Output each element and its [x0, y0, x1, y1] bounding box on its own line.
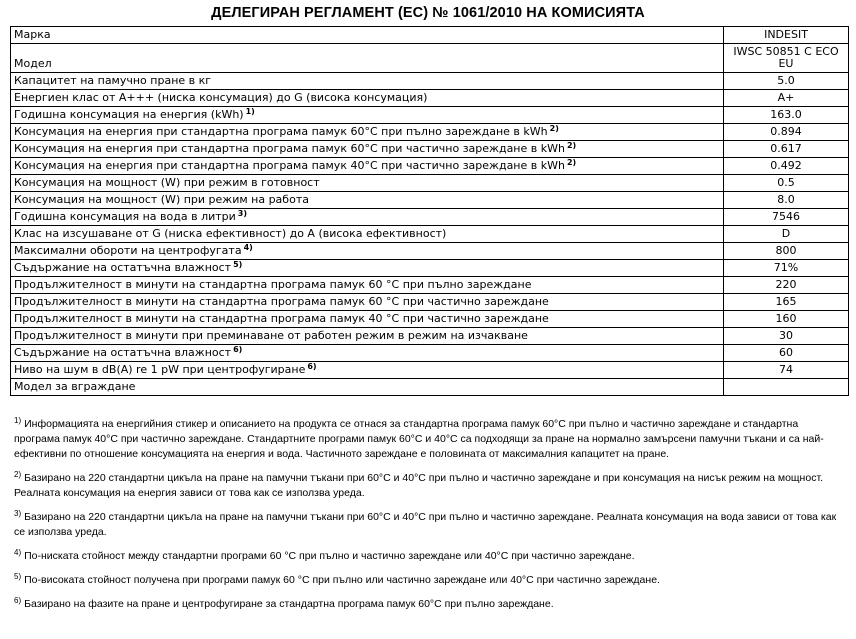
- row-label: [11, 277, 724, 294]
- footnotes: [14, 417, 842, 621]
- footnote: [14, 597, 842, 612]
- table-row: [11, 362, 849, 379]
- row-value: 163.0: [724, 107, 849, 124]
- footnote-ref: 5): [233, 260, 243, 269]
- row-value: 165: [724, 294, 849, 311]
- row-label: [11, 379, 724, 396]
- row-label-text: Консумация на енергия при стандартна програма памук 60°C при частично зареждане в kWh: [14, 142, 565, 155]
- table-row: [11, 73, 849, 90]
- document-title: ДЕЛЕГИРАН РЕГЛАМЕНТ (ЕС) № 1061/2010 НА КОМИСИЯТА: [211, 5, 645, 21]
- footnote: [14, 549, 842, 564]
- row-label-text: Консумация на мощност (W) при режим на работа: [14, 193, 309, 206]
- row-label: [11, 192, 724, 209]
- footnote-text: Информацията на енергийния стикер и описанието на продукта се отнася за стандартна програма памук 60°C при пълно и частично зареждане и стандартна програма памук 40°C при частично зареждане. Стандартните програми памук 60°C и 40°C са подходящи за пране на нормално замърсени памучни тъкани и са най-ефективни по отношение консумацията на енергия и вода. Частичното зареждане е половината от максималния капацитет на пране.: [14, 418, 824, 460]
- row-label: [11, 124, 724, 141]
- table-row: [11, 107, 849, 124]
- row-value: [724, 379, 849, 396]
- footnote-text: Базирано на фазите на пране и центрофугиране за стандартна програма памук 60°C при пълно зареждане.: [24, 598, 554, 610]
- row-label-text: Продължителност в минути на стандартна програма памук 60 °C при частично зареждане: [14, 295, 549, 308]
- row-label-text: Годишна консумация на вода в литри: [14, 210, 236, 223]
- row-label: [11, 226, 724, 243]
- footnote-ref: 2): [566, 158, 577, 167]
- table-row: [11, 44, 849, 73]
- row-label-text: Консумация на енергия при стандартна програма памук 40°C при частично зареждане в kWh: [14, 159, 565, 172]
- table-row: [11, 226, 849, 243]
- row-label-text: Ниво на шум в dB(A) re 1 pW при центрофугиране: [14, 363, 306, 376]
- footnote-text: Базирано на 220 стандартни цикъла на пране на памучни тъкани при 60°C и 40°C при пълно и частично зареждане и при консумация на нисък режим на мощност. Реалната консумация на енергия зависи от това как се използва уреда.: [14, 472, 824, 499]
- row-label-text: Съдържание на остатъчна влажност: [14, 346, 232, 359]
- row-value: 220: [724, 277, 849, 294]
- row-label-text: Максимални обороти на центрофугата: [14, 244, 242, 257]
- row-label: [11, 90, 724, 107]
- footnote-ref: 2): [549, 124, 559, 133]
- footnote-ref: 3): [237, 209, 248, 218]
- footnote-mark: 2): [14, 470, 22, 479]
- footnote-mark: 5): [14, 572, 22, 581]
- table-row: [11, 345, 849, 362]
- table-row: [11, 260, 849, 277]
- spec-table-body: [11, 27, 849, 396]
- row-label-text: Консумация на енергия при стандартна програма памук 60°C при пълно зареждане в kWh: [14, 125, 548, 138]
- row-label: [11, 311, 724, 328]
- row-label: [11, 362, 724, 379]
- row-label: [11, 158, 724, 175]
- row-label: [11, 73, 724, 90]
- row-value: 71%: [724, 260, 849, 277]
- row-label-text: Капацитет на памучно пране в кг: [14, 74, 212, 87]
- row-value: 160: [724, 311, 849, 328]
- footnote-text: По-ниската стойност между стандартни програми 60 °C при пълно и частично зареждане или 40°C при частично зареждане.: [24, 550, 635, 562]
- row-value: D: [724, 226, 849, 243]
- table-row: [11, 141, 849, 158]
- table-row: [11, 379, 849, 396]
- row-label: [11, 243, 724, 260]
- footnote-mark: 3): [14, 509, 22, 518]
- row-value: 8.0: [724, 192, 849, 209]
- row-value: INDESIT: [724, 27, 849, 44]
- footnote-ref: 2): [566, 141, 577, 150]
- row-value: 0.617: [724, 141, 849, 158]
- row-label-text: Съдържание на остатъчна влажност: [14, 261, 232, 274]
- row-value: 7546: [724, 209, 849, 226]
- table-row: [11, 192, 849, 209]
- table-row: [11, 158, 849, 175]
- row-label: [11, 345, 724, 362]
- footnote-ref: 4): [243, 243, 253, 252]
- footnote-ref: 6): [307, 362, 317, 371]
- row-value: 5.0: [724, 73, 849, 90]
- row-value: 30: [724, 328, 849, 345]
- row-label: [11, 27, 724, 44]
- row-label-text: Продължителност в минути на стандартна програма памук 40 °C при частично зареждане: [14, 312, 549, 325]
- table-row: [11, 311, 849, 328]
- row-value: 0.894: [724, 124, 849, 141]
- row-value: 74: [724, 362, 849, 379]
- row-label: [11, 107, 724, 124]
- row-value: A+: [724, 90, 849, 107]
- footnote-mark: 1): [14, 416, 22, 425]
- footnote-ref: 6): [233, 345, 243, 354]
- row-value: 60: [724, 345, 849, 362]
- footnote-mark: 4): [14, 548, 22, 557]
- table-row: [11, 27, 849, 44]
- footnote-text: Базирано на 220 стандартни цикъла на пране на памучни тъкани при 60°C и 40°C при пълно и частично зареждане. Реалната консумация на вода зависи от това как се използва уреда.: [14, 511, 837, 538]
- row-label: [11, 175, 724, 192]
- row-label-text: Марка: [14, 28, 51, 41]
- table-row: [11, 175, 849, 192]
- footnote-ref: 1): [245, 107, 255, 116]
- footnote: [14, 471, 842, 501]
- row-label: [11, 141, 724, 158]
- footnote: [14, 573, 842, 588]
- row-value: IWSC 50851 C ECO EU: [724, 44, 849, 73]
- row-label: [11, 209, 724, 226]
- row-label-text: Консумация на мощност (W) при режим в готовност: [14, 176, 320, 189]
- row-value: 0.5: [724, 175, 849, 192]
- table-row: [11, 243, 849, 260]
- row-label-text: Модел за вграждане: [14, 380, 136, 393]
- row-value: 800: [724, 243, 849, 260]
- row-label-text: Продължителност в минути при преминаване от работен режим в режим на изчакване: [14, 329, 528, 342]
- row-label: [11, 294, 724, 311]
- row-label: [11, 260, 724, 277]
- row-label-text: Клас на изсушаване от G (ниска ефективност) до А (висока ефективност): [14, 227, 447, 240]
- row-value: 0.492: [724, 158, 849, 175]
- row-label: [11, 44, 724, 73]
- table-row: [11, 90, 849, 107]
- row-label-text: Модел: [14, 57, 52, 70]
- table-row: [11, 209, 849, 226]
- spec-table: [10, 26, 849, 396]
- table-row: [11, 328, 849, 345]
- footnote-mark: 6): [14, 596, 22, 605]
- row-label: [11, 328, 724, 345]
- row-label-text: Годишна консумация на енергия (kWh): [14, 108, 244, 121]
- row-label-text: Енергиен клас от А+++ (ниска консумация) до G (висока консумация): [14, 91, 428, 104]
- footnote: [14, 417, 842, 462]
- footnote-text: По-високата стойност получена при програми памук 60 °C при пълно или частично зареждане или 40°C при частично зареждане.: [24, 574, 660, 586]
- table-row: [11, 277, 849, 294]
- row-label-text: Продължителност в минути на стандартна програма памук 60 °C при пълно зареждане: [14, 278, 532, 291]
- table-row: [11, 124, 849, 141]
- table-row: [11, 294, 849, 311]
- footnote: [14, 510, 842, 540]
